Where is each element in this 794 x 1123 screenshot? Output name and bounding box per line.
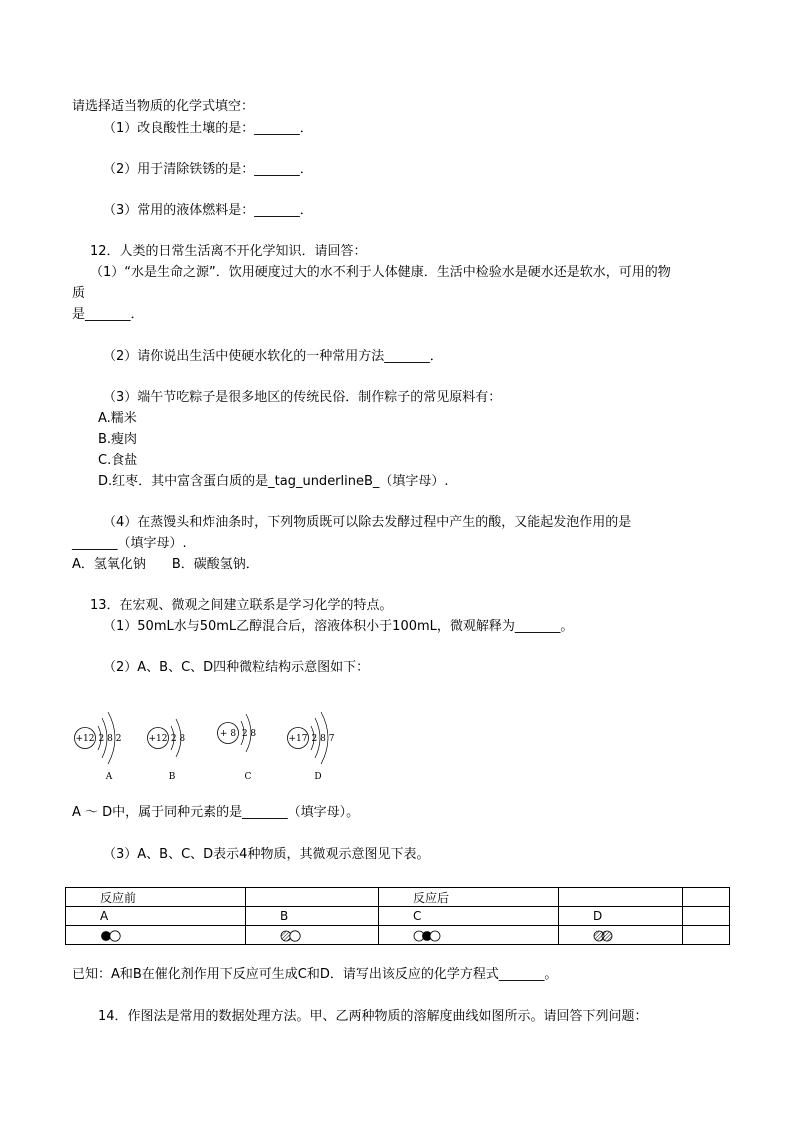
reaction-table: [65, 887, 730, 945]
atom-diagram-d: [288, 712, 335, 782]
table-cell: [246, 888, 379, 907]
table-cell: C: [379, 907, 559, 926]
table-row: [66, 888, 730, 907]
intro-text: 请选择适当物质的化学式填空：: [72, 99, 255, 114]
atom-c-label: C: [244, 772, 252, 782]
atom-a-nucleus: +12: [75, 734, 95, 744]
atom-c-shells: 2 8: [241, 729, 257, 739]
q12-part4-options: A．氢氧化钠 B．碳酸氢钠．: [72, 557, 259, 572]
q13-stem: 13．在宏观、微观之间建立联系是学习化学的特点。: [90, 598, 393, 613]
table-cell: [379, 926, 559, 945]
q12-option-a: A.糯米: [98, 411, 137, 426]
table-cell: D: [559, 907, 683, 926]
molecule-c-icon: [413, 930, 445, 942]
q12-part4-line2: _______（填字母）.: [72, 536, 187, 551]
q12-part1-line1: （1）“水是生命之源”．饮用硬度过大的水不利于人体健康．生活中检验水是硬水还是软水，可用的物: [90, 265, 671, 280]
table-cell: [66, 926, 246, 945]
atom-structure-diagrams: [72, 698, 372, 784]
table-cell: [683, 888, 730, 907]
atom-a-shells: 2 8 2: [98, 734, 122, 744]
molecule-a-icon: [100, 930, 124, 942]
table-cell: 反应后: [379, 888, 559, 907]
q11-part3: （3）常用的液体燃料是：_______．: [103, 203, 313, 218]
table-cell: B: [246, 907, 379, 926]
atom-diagram-a: [75, 712, 122, 782]
atom-d-shells: 2 8 7: [311, 734, 335, 744]
q13-part2-answer: A ～ D中，属于同种元素的是_______（填字母）。: [72, 805, 360, 820]
table-cell: [683, 907, 730, 926]
table-cell: [246, 926, 379, 945]
q11-part2: （2）用于清除铁锈的是：_______．: [103, 162, 313, 177]
table-cell: [683, 926, 730, 945]
q12-option-b: B.瘦肉: [98, 432, 138, 447]
atom-d-label: D: [314, 772, 322, 782]
table-cell: 反应前: [66, 888, 246, 907]
q11-part1: （1）改良酸性土壤的是：_______．: [103, 121, 313, 136]
q12-part2: （2）请你说出生活中使硬水软化的一种常用方法_______．: [103, 349, 443, 364]
molecule-d-icon: [593, 930, 617, 942]
q13-part3: （3）A、B、C、D表示4种物质，其微观示意图见下表。: [103, 847, 430, 862]
table-cell: A: [66, 907, 246, 926]
atom-d-nucleus: +17: [288, 734, 308, 744]
table-row: [66, 926, 730, 945]
atom-b-shells: 2 8: [170, 734, 186, 744]
atom-c-nucleus: + 8: [219, 729, 237, 739]
q12-part3: （3）端午节吃粽子是很多地区的传统民俗．制作粽子的常见原料有：: [103, 390, 502, 405]
q13-part3-answer: 已知：A和B在催化剂作用下反应可生成C和D．请写出该反应的化学方程式_______。: [72, 967, 558, 982]
q12-stem: 12．人类的日常生活离不开化学知识．请回答：: [90, 244, 367, 259]
q12-part1-line3: 是_______．: [72, 307, 144, 322]
q12-part1-line2: 质: [72, 286, 86, 301]
atom-diagram-b: [148, 719, 186, 782]
q13-part1: （1）50mL水与50mL乙醇混合后，溶液体积小于100mL，微观解释为_______。: [103, 619, 574, 634]
table-cell: [559, 926, 683, 945]
q12-option-c: C.食盐: [98, 453, 138, 468]
atom-a-label: A: [105, 772, 113, 782]
table-cell: [559, 888, 683, 907]
molecule-b-icon: [280, 930, 304, 942]
q13-part2: （2）A、B、C、D四种微粒结构示意图如下：: [103, 660, 370, 675]
q12-part4-line1: （4）在蒸馒头和炸油条时，下列物质既可以除去发酵过程中产生的酸，又能起发泡作用的是: [103, 515, 632, 530]
atom-diagram-c: [218, 714, 257, 782]
atom-b-label: B: [168, 772, 176, 782]
table-row: [66, 907, 730, 926]
atom-b-nucleus: +12: [148, 734, 168, 744]
q14-stem: 14．作图法是常用的数据处理方法。甲、乙两种物质的溶解度曲线如图所示。请回答下列问题：: [98, 1009, 648, 1024]
q12-option-d: D.红枣．其中富含蛋白质的是_tag_underlineB_（填字母）.: [98, 474, 449, 489]
